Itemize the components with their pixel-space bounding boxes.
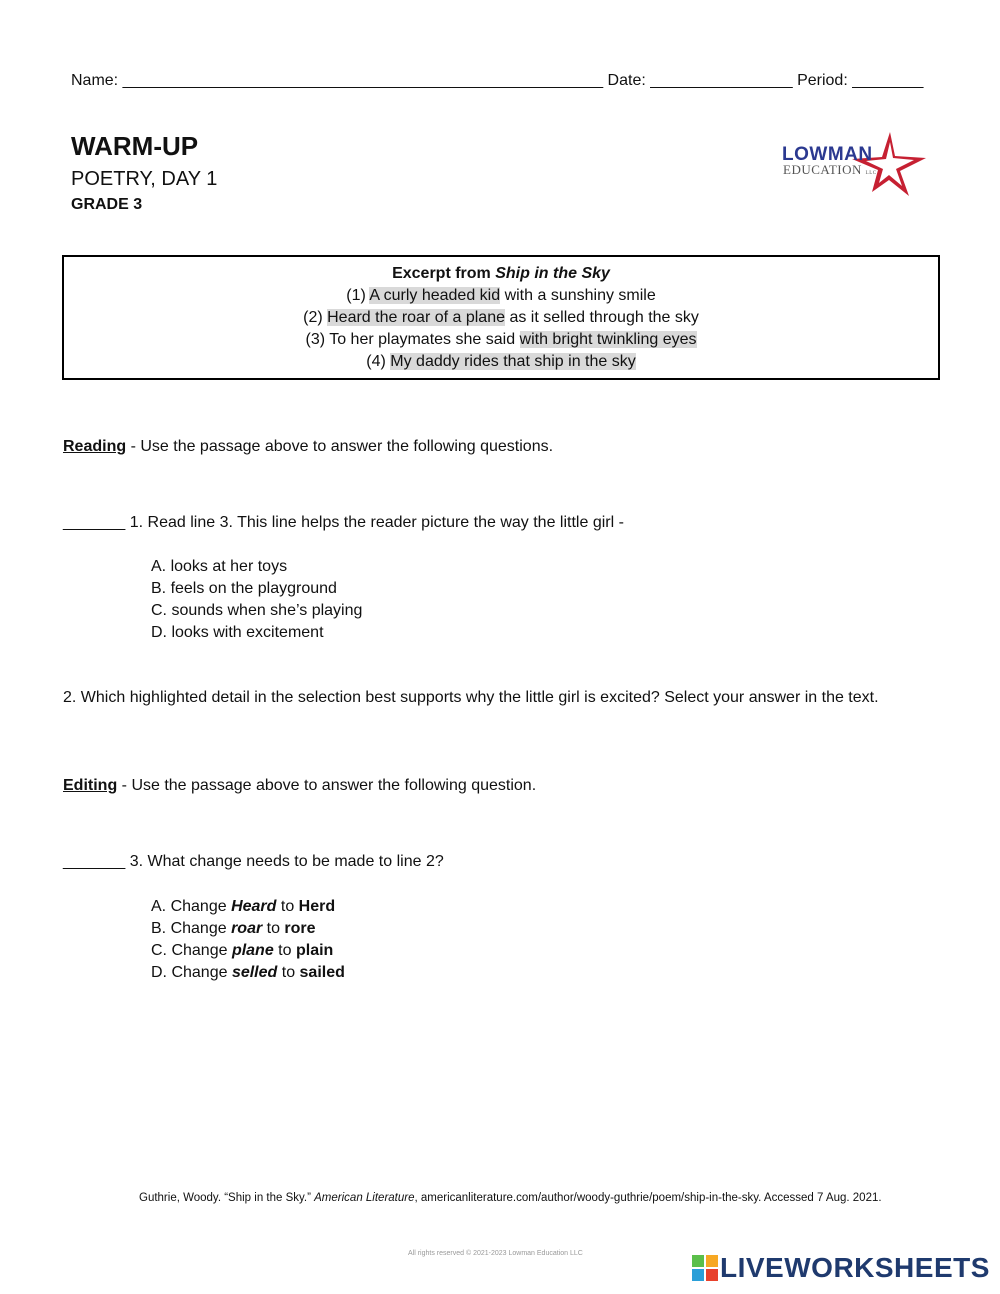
option-c[interactable]: C. Change plane to plain (151, 942, 334, 959)
header-fields (71, 72, 923, 90)
logo-text: LOWMAN (782, 144, 873, 165)
question-3: _______ 3. What change needs to be made to line 2? (63, 853, 444, 870)
citation: Guthrie, Woody. “Ship in the Sky.” American Literature, americanliterature.com/author/woody-guthrie/poem/ship-in-the-sky. Accessed 7 Aug. 2021. (139, 1192, 882, 1204)
option-d[interactable]: D. looks with excitement (151, 624, 324, 641)
editing-label: Editing (63, 777, 118, 794)
option-d[interactable]: D. Change selled to sailed (151, 964, 345, 981)
grade-label: GRADE 3 (71, 196, 143, 213)
answer-blank-1[interactable]: _______ (63, 514, 126, 531)
name-field[interactable]: Name: ______________________________________________________ (71, 72, 604, 89)
question-1-options (151, 556, 362, 644)
date-field[interactable]: Date: ________________ (607, 72, 793, 89)
liveworksheets-logo (692, 1252, 990, 1284)
passage-line-3: (3) To her playmates she said with bright twinkling eyes (305, 331, 697, 348)
page-subtitle: POETRY, DAY 1 (71, 168, 218, 190)
passage-line-4: (4) My daddy rides that ship in the sky (366, 353, 636, 370)
period-field[interactable]: Period: ________ (797, 72, 924, 89)
option-c[interactable]: C. sounds when she’s playing (151, 602, 363, 619)
highlight-detail-2[interactable]: Heard the roar of a plane (327, 309, 505, 326)
option-a[interactable]: A. Change Heard to Herd (151, 898, 336, 915)
logo-subtext: EDUCATION LLC (783, 162, 877, 177)
passage-title: Excerpt from Ship in the Sky (392, 265, 610, 282)
option-b[interactable]: B. Change roar to rore (151, 920, 316, 937)
reading-label: Reading (63, 438, 127, 455)
rights-notice: All rights reserved © 2021-2023 Lowman Education LLC (408, 1250, 583, 1257)
passage-line-1: (1) A curly headed kid with a sunshiny smile (346, 287, 656, 304)
question-1: _______ 1. Read line 3. This line helps the reader picture the way the little girl - (63, 514, 624, 531)
highlight-detail-4[interactable]: My daddy rides that ship in the sky (390, 353, 636, 370)
editing-instruction: Editing - Use the passage above to answer the following question. (63, 777, 537, 794)
liveworksheets-icon (692, 1255, 718, 1281)
option-a[interactable]: A. looks at her toys (151, 558, 288, 575)
question-3-options (151, 896, 345, 984)
page-title: WARM-UP (71, 131, 199, 161)
question-2: 2. Which highlighted detail in the selection best supports why the little girl is excited? Select your answer in the text. (63, 689, 879, 706)
reading-instruction: Reading - Use the passage above to answer the following questions. (63, 438, 554, 455)
passage-box (62, 255, 940, 380)
passage-line-2: (2) Heard the roar of a plane as it selled through the sky (303, 309, 699, 326)
option-b[interactable]: B. feels on the playground (151, 580, 337, 597)
highlight-detail-1[interactable]: A curly headed kid (369, 287, 501, 304)
highlight-detail-3[interactable]: with bright twinkling eyes (519, 331, 697, 348)
answer-blank-3[interactable]: _______ (63, 853, 126, 870)
liveworksheets-text: LIVEWORKSHEETS (720, 1252, 990, 1283)
